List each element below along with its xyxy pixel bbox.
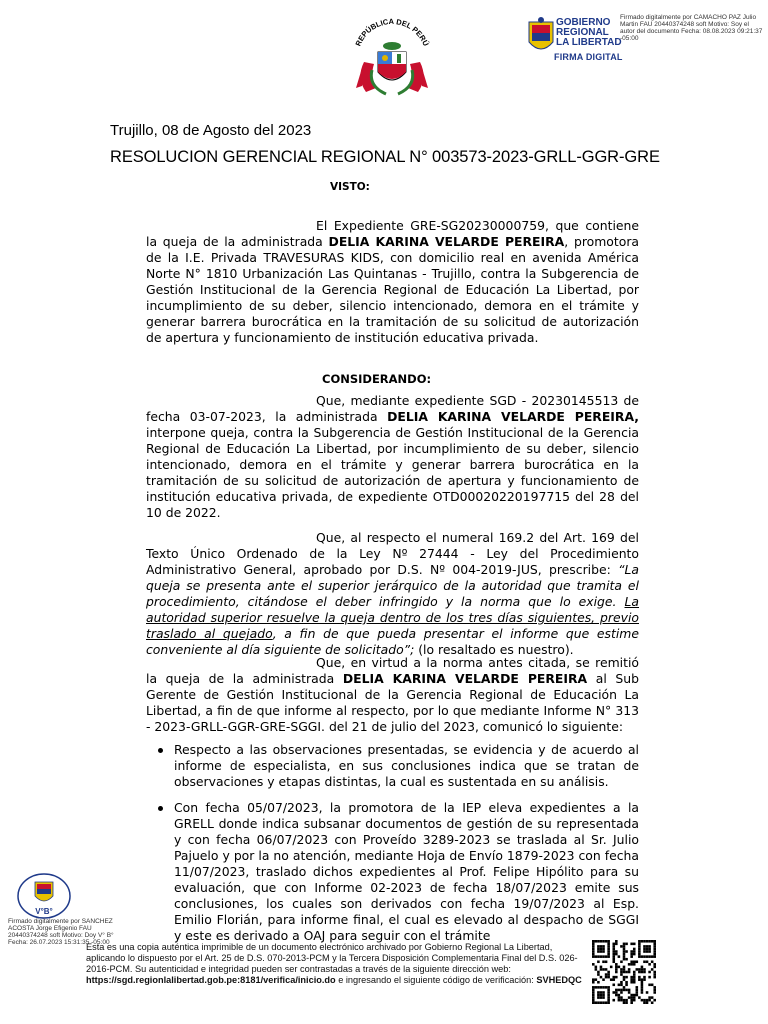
qr-code-icon <box>592 940 656 1004</box>
list-item: Respecto a las observaciones presentadas, se evidencia y de acuerdo al informe de especialista, en sus conclusiones indica que se tratan de observaciones y etapas distintas, la cual es sustentada en su análisis. <box>146 742 639 790</box>
verify-url[interactable]: https://sgd.regionlalibertad.gob.pe:8181/verifica/inicio.do <box>86 975 336 985</box>
vb-label: V°B° <box>35 907 53 916</box>
resolution-title: RESOLUCION GERENCIAL REGIONAL N° 003573-2023-GRLL-GGR-GRE <box>110 148 660 166</box>
paragraph-visto: El Expediente GRE-SG20230000759, que contiene la queja de la administrada DELIA KARINA VELARDE PEREIRA, promotora de la I.E. Privada TRAVESURAS KIDS, con domicilio real en avenida América Norte N° 1810 Urbanización Las Quintanas - Trujillo, contra la Subgerencia de Gestión Institucional de la Gerencia Regional de Educación La Libertad, por incumplimiento de su deber, silencio intencionado, demora en el trámite y generar barrera burocrática en la tramitación de su solicitud de autorización de apertura y funcionamiento de institución educativa privada. <box>146 218 640 345</box>
signature-meta: Firmado digitalmente por CAMACHO PAZ Julio Martin FAU 20440374248 soft Motivo: Soy el autor del documento Fecha: 08.08.2023 09:21:37 -05:00 <box>620 14 763 42</box>
bullet-icon <box>158 806 163 811</box>
emblem-arc-text: REPÚBLICA DEL PERÚ <box>353 16 431 48</box>
vb-seal-icon <box>16 872 72 920</box>
paragraph-considerando-2: Que, al respecto el numeral 169.2 del Art. 169 del Texto Único Ordenado de la Ley Nº 27444 - Ley del Procedimiento Administrativo General, aprobado por D.S. Nº 004-2019-JUS, prescribe: “La queja se presenta ante el superior jerárquico de la autoridad que tramita el procedimiento, citándose el deber infringido y la norma que lo exige. La autoridad superior resuelve la queja dentro de los tres días siguientes, previo traslado al quejado, a fin de que pueda presentar el informe que estime conveniente al día siguiente de solicitado”; (lo resaltado es nuestro). <box>146 530 639 657</box>
gob-logo-title: GOBIERNO REGIONAL LA LIBERTAD <box>556 17 622 48</box>
bullet-icon <box>158 748 163 753</box>
visto-heading: VISTO: <box>330 181 370 193</box>
paragraph-considerando-3: Que, en virtud a la norma antes citada, se remitió la queja de la administrada DELIA KARINA VELARDE PEREIRA al Sub Gerente de Gestión Institucional de la Gerencia Regional de Educación La Libertad, a fin de que informe al respecto, por lo que mediante Informe N° 313 - 2023-GRLL-GGR-GRE-SGGI. del 21 de julio del 2023, comunicó lo siguiente: <box>146 655 640 734</box>
authenticity-notice: Esta es una copia auténtica imprimible de un documento electrónico archivado por Gobierno Regional La Libertad, aplicando lo dispuesto por el Art. 25 de D.S. 070-2013-PCM y la Tercera Disposición Complementaria Final del D.S. 026- 2016-PCM. Su autenticidad e integridad pueden ser contrastadas a través de la siguiente dirección web: https://sgd.regionlalibertad.gob.pe:8181/verifica/inicio.do e ingresando el siguiente código de verificación: SVHEDQC <box>86 942 582 985</box>
paragraph-considerando-1: Que, mediante expediente SGD - 20230145513 de fecha 03-07-2023, la administrada DELIA KARINA VELARDE PEREIRA, interpone queja, contra la Subgerencia de Gestión Institucional de la Gerencia Regional de Educación La Libertad, por incumplimiento de su deber, silencio intencionado, demora en el trámite y generar barrera burocrática en la tramitación de su solicitud de autorización de apertura y funcionamiento de institución educativa privada, de expediente OTD00020220197715 del 28 del 10 de 2022. <box>146 393 639 520</box>
vb-signature-meta: Firmado digitalmente por SANCHEZ ACOSTA Jorge Efigenio FAU 20440374248 soft Motivo: Doy V° B° Fecha: 26.07.2023 15:31:35 -05:00 <box>8 918 114 946</box>
list-item: Con fecha 05/07/2023, la promotora de la IEP eleva expedientes a la GRELL donde indica subsanar documentos de gestión de su representada y con fecha 06/07/2023 con Proveído 3289-2023 se traslada al Sr. Julio Pajuelo y por la no atención, mediante Hoja de Envío 1879-2023 con fecha 11/07/2023, traslado dichos expedientes al Prof. Felipe Hipólito para su evaluación, que con Informe 02-2023 de fecha 18/07/2023 emite sus conclusiones, los cuales son derivados con fecha 19/07/2023 al Esp. Emilio Florián, para informe final, el cual es elevado al despacho de SGGI y este es derivado a OAJ para seguir con el trámite <box>146 800 639 944</box>
date-line: Trujillo, 08 de Agosto del 2023 <box>110 122 312 139</box>
peru-coat-of-arms-emblem <box>346 8 438 100</box>
firma-digital-label: FIRMA DIGITAL <box>554 52 623 62</box>
bullet-list <box>146 742 639 954</box>
considerando-heading: CONSIDERANDO: <box>322 372 432 386</box>
verify-code: SVHEDQC <box>536 975 582 985</box>
